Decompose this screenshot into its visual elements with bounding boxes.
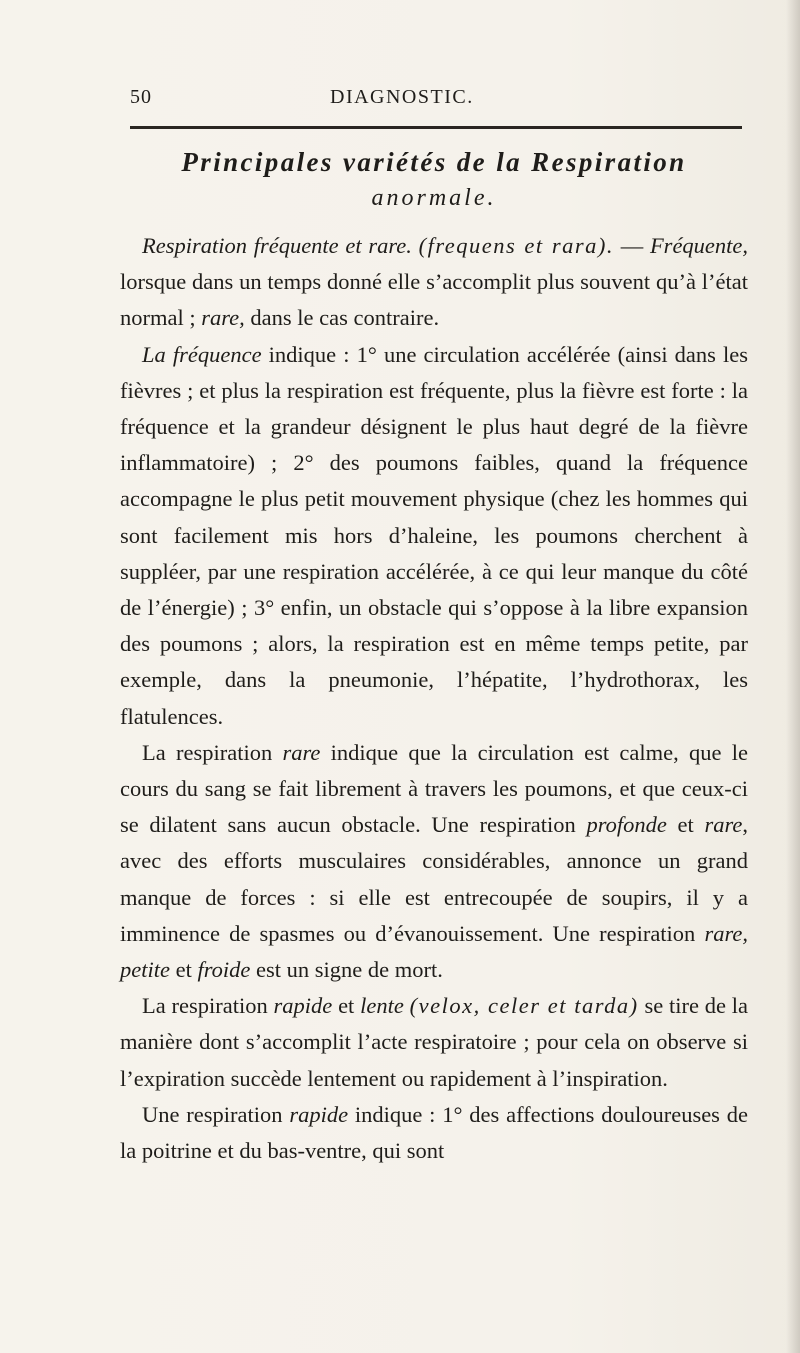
text: et [666,812,705,838]
text: La respiration [142,993,274,1019]
term-rare: rare, [201,305,245,331]
text: se tire de la manière dont s’accomplit l’acte respiratoire ; pour cela on observe si l’expiration succède lentement ou rapidement à l’inspiration. [120,993,749,1091]
page-number: 50 [130,86,152,108]
page-edge-shadow [786,0,800,1353]
text: La respiration [142,739,283,765]
text: Une respiration [142,1101,290,1127]
term: froide [197,957,251,983]
text: indique : 1° une circulation accélérée (ainsi dans les fièvres ; et plus la respiration est fréquente, plus la fièvre est forte : la fréquence et la grandeur désignent le plus haut degré de la fièvre inflammatoire) ; 2° des poumons faibles, quand la fréquence accompagne le plus petit mouvement physique (chez les hommes qui sont facilement mis hors d’haleine, les poumons cherchent à suppléer, par une respiration accélérée, à ce qui leur manque du côté de l’énergie) ; 3° enfin, un obstacle qui s’oppose à la libre expansion des poumons ; alors, la respiration est en même temps petite, par exemple, dans la pneumonie, l’hépatite, l’hydrothorax, les flatulences. [120,341,749,729]
paragraph-frequente-rare [120,228,748,337]
term-la-frequence: La fréquence [142,341,262,367]
term: rare [282,739,321,765]
page-header [130,86,742,114]
latin-term: (velox, celer et tarda) [409,993,639,1019]
text: indique que la circulation est calme, que le cours du sang se fait librement à travers les poumons, et que ceux-ci se dilatent sans aucun obstacle. Une respiration [120,739,748,838]
em-dash: — [614,233,650,258]
paragraph-rapide-lente [120,988,748,1097]
term: rapide [289,1101,349,1127]
text: lorsque dans un temps donné elle s’accomplit plus souvent qu’à l’état normal ; [120,269,748,331]
text: dans le cas contraire. [244,305,440,331]
text: et [169,957,198,983]
paragraph-respiration-rapide [120,1097,748,1169]
text: , avec des efforts musculaires considérables, annonce un grand manque de forces : si elle est entrecoupée de soupirs, il y a imminence de spasmes ou d’évanouissement. Une respiration [120,812,748,946]
term: lente [360,993,404,1019]
section-title-continuation: anormale. [371,185,497,211]
term: rare, petite [120,920,748,983]
latin-term: (frequens et rara). [418,233,615,258]
running-head: DIAGNOSTIC. [330,86,474,108]
section-title: Principales variétés de la Respiration [181,147,687,177]
header-rule [130,126,742,129]
paragraph-respiration-rare [120,735,748,988]
page-body [120,144,748,1169]
text: indique : 1° des affections douloureuses de la poitrine et du bas-ventre, qui sont [120,1101,748,1164]
term: rapide [273,993,333,1019]
term-frequente: Fréquente, [649,233,749,258]
subheading: Respiration fréquente et rare. [142,233,412,258]
term: profonde [586,812,667,838]
text: est un signe de mort. [250,957,443,983]
text: et [332,993,361,1019]
term: rare [704,812,743,838]
paragraph-frequence [120,337,748,735]
